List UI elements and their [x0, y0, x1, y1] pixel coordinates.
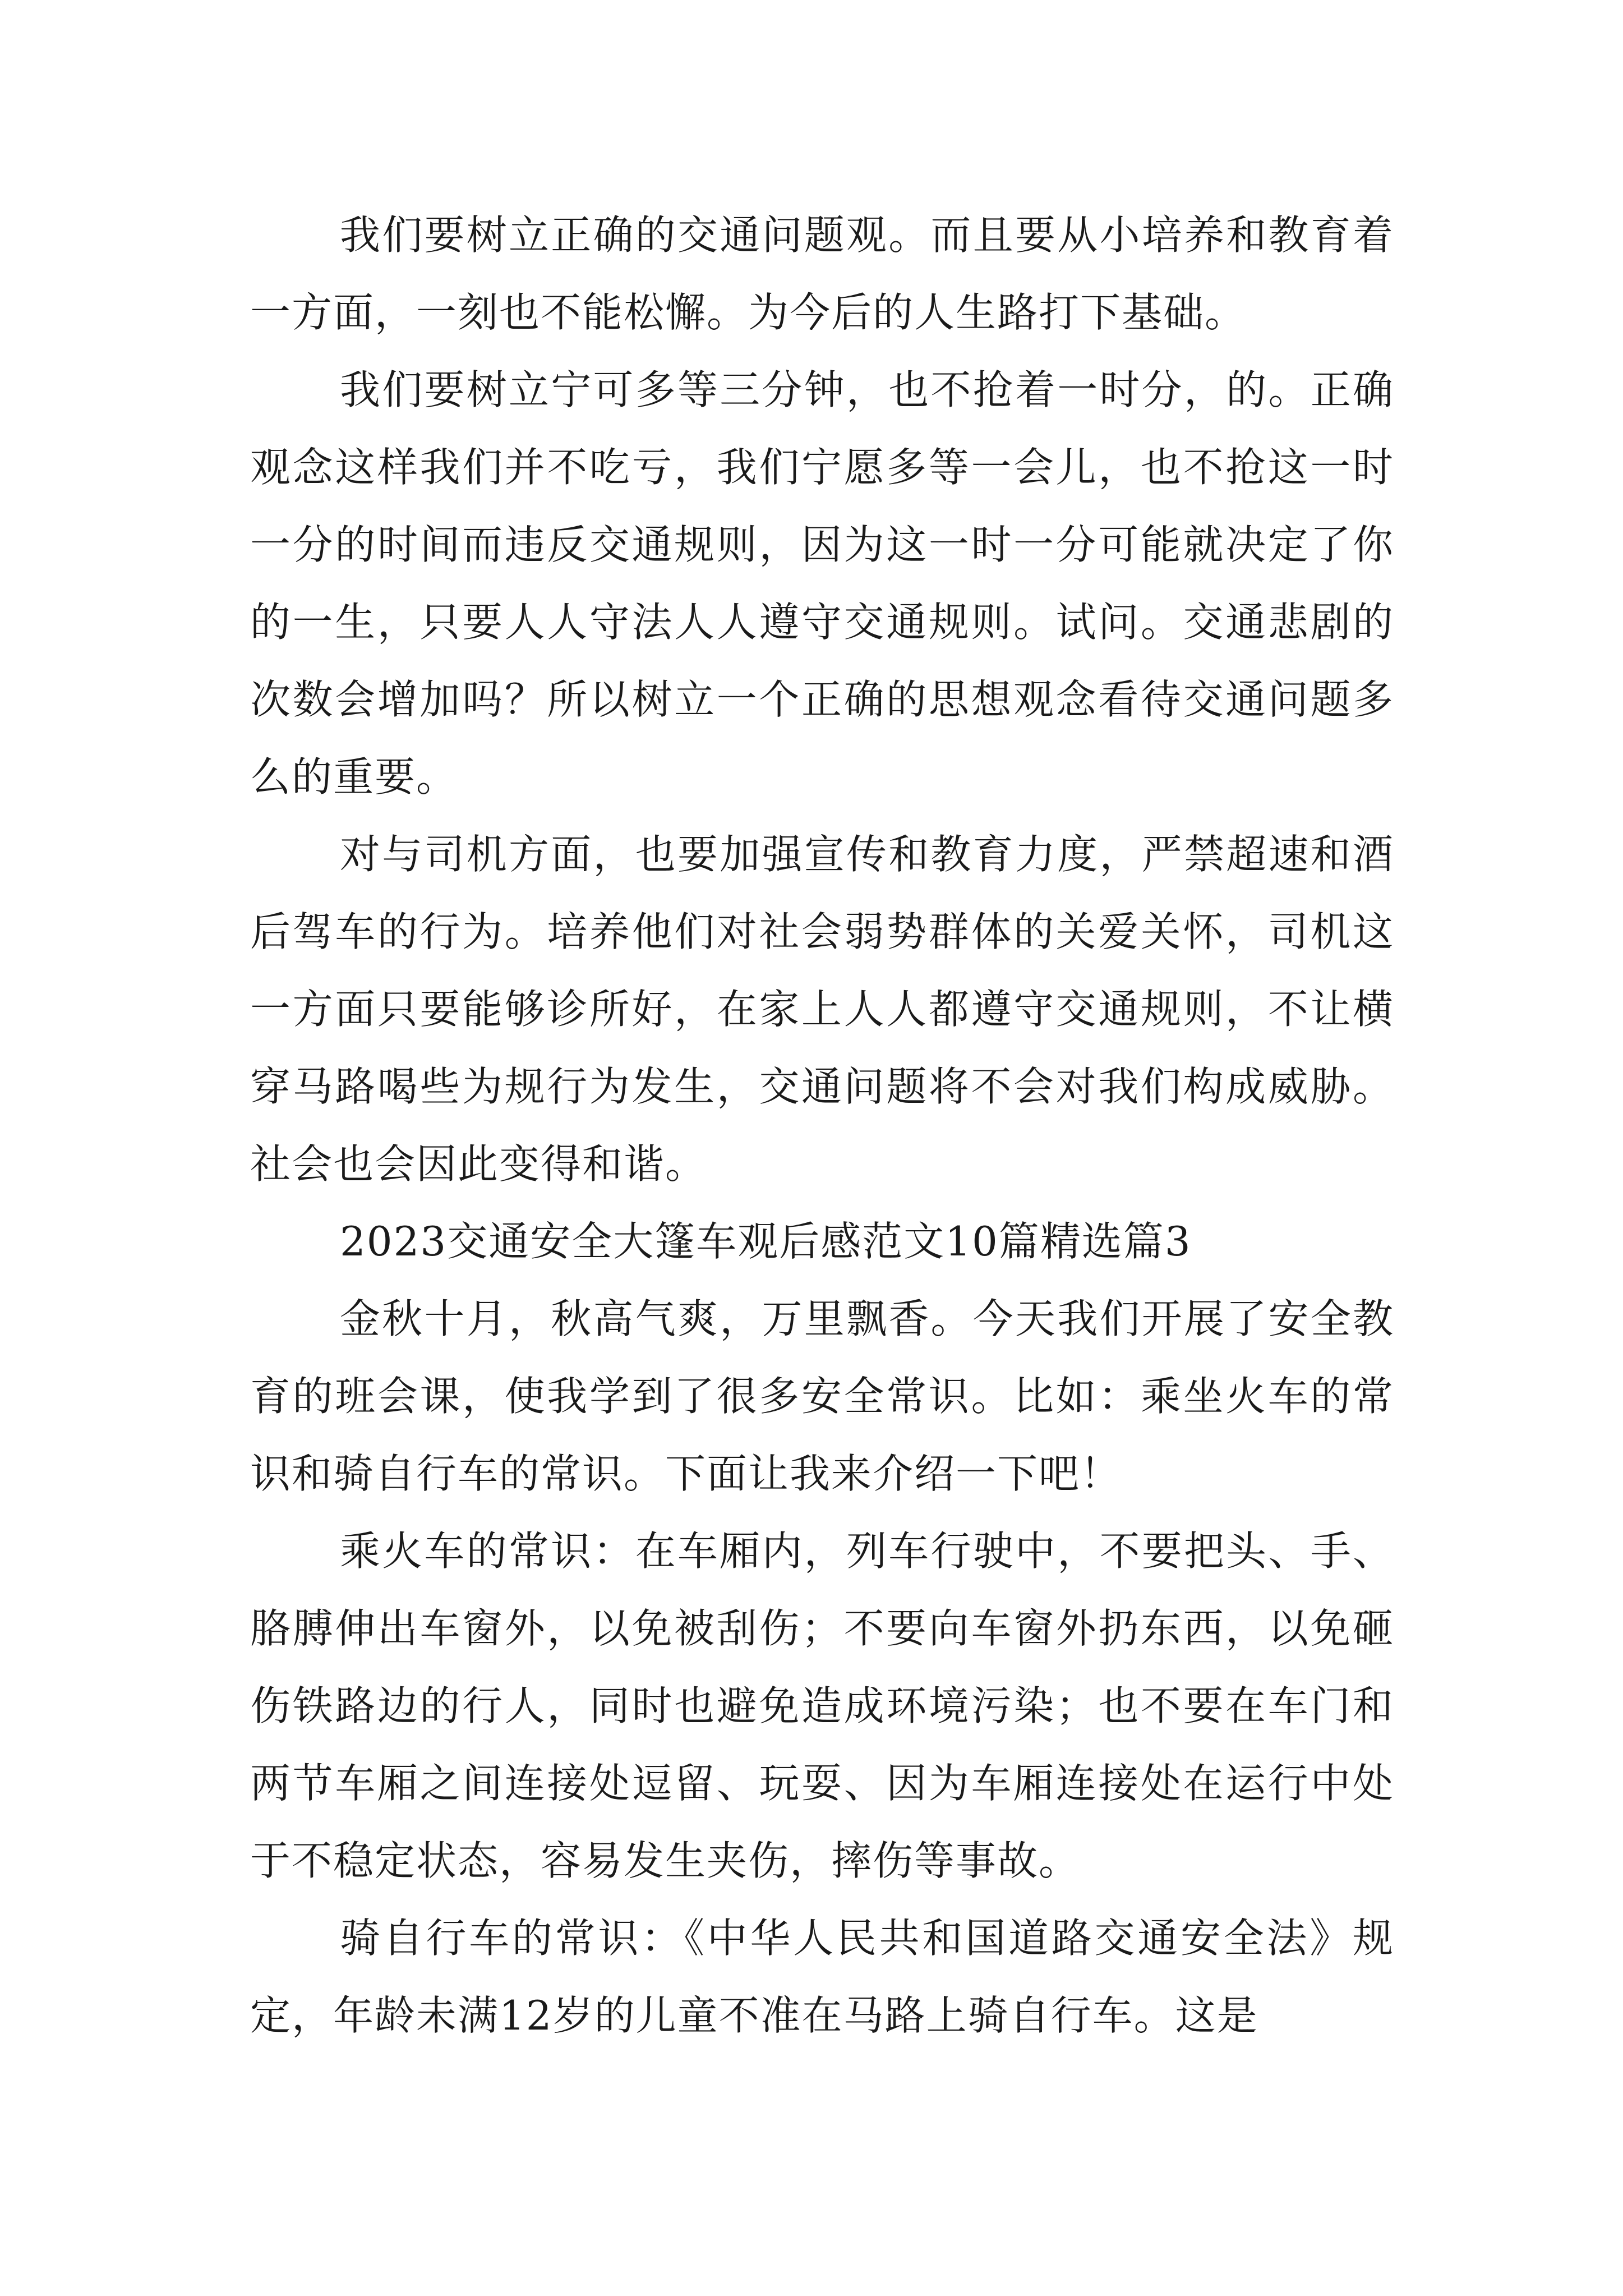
- paragraph-wait-three-minutes: 我们要树立宁可多等三分钟，也不抢着一时分，的。正确观念这样我们并不吃亏，我们宁愿多等一会儿，也不抢这一时一分的时间而违反交通规则，因为这一时一分可能就决定了你的一生，只要人人守法人人遵守交通规则。试问。交通悲剧的次数会增加吗？所以树立一个正确的思想观念看待交通问题多么的重要。: [250, 366, 1394, 800]
- paragraph-drivers: 对与司机方面，也要加强宣传和教育力度，严禁超速和酒后驾车的行为。培养他们对社会弱势群体的关爱关怀，司机这一方面只要能够诊所好，在家上人人都遵守交通规则，不让横穿马路喝些为规行为发生，交通问题将不会对我们构成威胁。社会也会因此变得和谐。: [250, 831, 1394, 1188]
- section-heading: 2023交通安全大篷车观后感范文10篇精选篇3: [340, 1218, 1192, 1265]
- paragraph-traffic-view: 我们要树立正确的交通问题观。而且要从小培养和教育着一方面，一刻也不能松懈。为今后的人生路打下基础。: [250, 211, 1394, 336]
- document-body: [250, 196, 1394, 2054]
- paragraph-golden-autumn: 金秋十月，秋高气爽，万里飘香。今天我们开展了安全教育的班会课，使我学到了很多安全常识。比如：乘坐火车的常识和骑自行车的常识。下面让我来介绍一下吧！: [250, 1295, 1394, 1497]
- paragraph-train-safety: 乘火车的常识：在车厢内，列车行驶中，不要把头、手、胳膊伸出车窗外，以免被刮伤；不要向车窗外扔东西，以免砸伤铁路边的行人，同时也避免造成环境污染；也不要在车门和两节车厢之间连接处逗留、玩耍、因为车厢连接处在运行中处于不稳定状态，容易发生夹伤，摔伤等事故。: [250, 1527, 1394, 1884]
- paragraph-bicycle-safety: 骑自行车的常识：《中华人民共和国道路交通安全法》规定，年龄未满12岁的儿童不准在马路上骑自行车。这是: [250, 1915, 1394, 2039]
